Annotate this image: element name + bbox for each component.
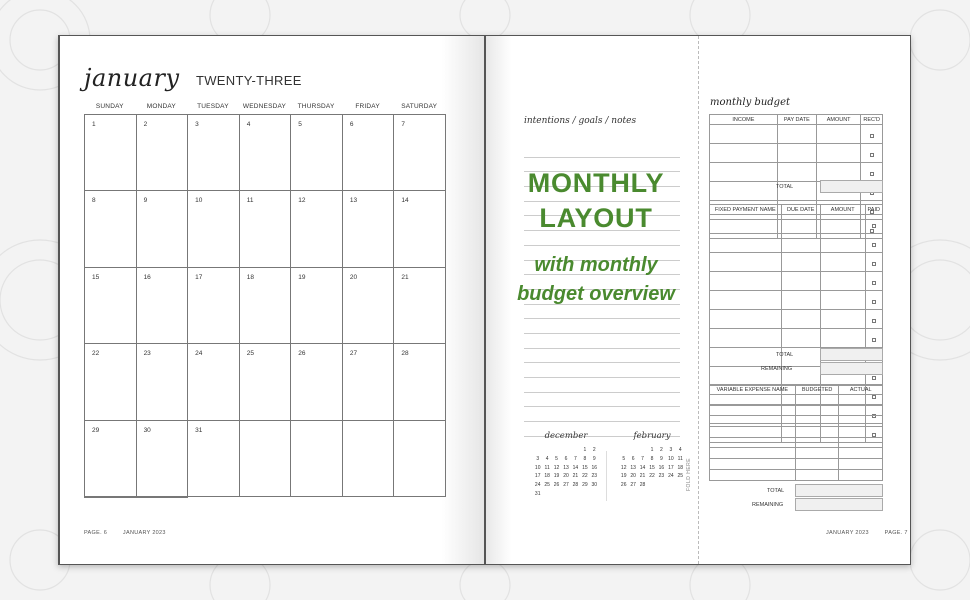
variable-remaining-box[interactable] (795, 498, 883, 511)
day-number: 25 (246, 350, 254, 358)
weekday-label: SATURDAY (401, 103, 438, 110)
table-cell[interactable] (710, 437, 796, 448)
table-cell[interactable] (839, 448, 883, 459)
mini-day: 11 (677, 455, 683, 462)
mini-calendar-february (619, 431, 685, 488)
variable-remaining-label: REMAINING (752, 502, 784, 508)
table-cell[interactable] (795, 469, 839, 480)
mini-day: 28 (572, 482, 579, 489)
day-number: 29 (92, 426, 100, 434)
table-cell[interactable] (710, 459, 796, 470)
checkbox-cell[interactable] (865, 234, 882, 253)
table-cell[interactable] (710, 234, 782, 253)
mini-day: 22 (582, 473, 588, 480)
table-cell[interactable] (795, 395, 839, 406)
table-cell[interactable] (820, 234, 865, 253)
day-number: 18 (246, 273, 254, 281)
checkbox[interactable] (870, 134, 874, 138)
note-line[interactable] (524, 349, 680, 364)
table-cell[interactable] (710, 144, 778, 163)
weekday-header-row (84, 103, 445, 110)
weekday-label: WEDNESDAY (242, 103, 287, 110)
mini-day (542, 447, 551, 453)
checkbox[interactable] (872, 300, 876, 304)
mini-day: 3 (669, 447, 673, 453)
mini-day: 26 (553, 482, 560, 489)
table-cell[interactable] (839, 416, 883, 427)
mini-day: 4 (678, 447, 682, 453)
variable-total-label: TOTAL (767, 488, 785, 494)
mini-day: 24 (534, 482, 541, 489)
mini-day: 31 (534, 490, 541, 497)
calendar-day-cell[interactable] (240, 115, 292, 191)
day-number: 23 (143, 350, 151, 358)
mini-day: 19 (553, 473, 560, 480)
day-number: 21 (401, 273, 409, 281)
mini-day: 5 (555, 455, 558, 462)
mini-day: 27 (630, 482, 636, 489)
calendar-day-cell[interactable] (291, 268, 343, 344)
mini-day: 27 (563, 482, 569, 489)
calendar-day-cell[interactable] (188, 191, 240, 267)
table-cell[interactable] (710, 215, 782, 234)
calendar-day-cell[interactable] (291, 421, 343, 497)
mini-day (533, 447, 542, 453)
calendar-day-cell[interactable] (85, 421, 137, 497)
calendar-day-cell[interactable] (394, 115, 446, 191)
right-page-number: PAGE. 7 (884, 530, 908, 536)
day-number: 3 (195, 121, 199, 128)
mini-day (571, 447, 580, 453)
table-cell[interactable] (781, 291, 820, 310)
subheadline-line-2: budget overview (517, 283, 675, 305)
month-calendar-grid (84, 114, 446, 498)
day-number: 26 (298, 350, 306, 358)
mini-day: 2 (592, 447, 596, 453)
income-total-box[interactable] (820, 180, 883, 193)
table-row (710, 448, 883, 459)
mini-calendar-divider (606, 451, 607, 501)
mini-day: 29 (582, 482, 588, 489)
table-cell[interactable] (777, 163, 816, 182)
day-number: 15 (92, 273, 100, 281)
calendar-day-cell[interactable] (137, 344, 189, 420)
mini-calendar-grid (533, 447, 599, 497)
column-header: BUDGETED (795, 385, 839, 395)
fold-line (698, 36, 699, 564)
calendar-day-cell[interactable] (291, 115, 343, 191)
mini-day: 30 (591, 482, 598, 489)
left-page-number: PAGE. 6 (84, 530, 108, 536)
mini-day: 20 (630, 473, 636, 480)
checkbox[interactable] (872, 281, 876, 285)
column-header: INCOME (710, 115, 778, 125)
weekday-label: FRIDAY (355, 103, 380, 110)
day-number: 24 (195, 350, 203, 358)
checkbox-cell[interactable] (865, 215, 882, 234)
calendar-day-cell[interactable] (240, 268, 292, 344)
table-cell[interactable] (710, 163, 778, 182)
weekday-label: MONDAY (146, 103, 176, 110)
day-number: 12 (298, 197, 306, 205)
fold-label: FOLD HERE (686, 457, 692, 491)
mini-day: 13 (630, 464, 636, 471)
calendar-day-cell[interactable] (394, 191, 446, 267)
checkbox-cell[interactable] (865, 253, 882, 272)
checkbox-cell[interactable] (861, 163, 883, 182)
fixed-remaining-label: REMAINING (761, 366, 793, 372)
table-cell[interactable] (781, 215, 820, 234)
table-cell[interactable] (816, 144, 860, 163)
table-cell[interactable] (710, 348, 782, 367)
table-cell[interactable] (795, 405, 839, 416)
mini-day: 8 (650, 455, 654, 462)
mini-day (619, 447, 628, 453)
table-cell[interactable] (816, 163, 860, 182)
month-year: TWENTY-THREE (196, 73, 302, 88)
table-cell[interactable] (820, 310, 865, 329)
mini-day: 17 (534, 473, 541, 480)
table-cell[interactable] (839, 427, 883, 438)
headline-line-1: MONTHLY (527, 168, 665, 198)
note-line[interactable] (524, 378, 680, 393)
table-row (710, 459, 883, 470)
table-cell[interactable] (781, 310, 820, 329)
mini-day: 7 (641, 455, 644, 462)
day-number: 5 (298, 121, 302, 128)
table-row (710, 310, 883, 329)
table-row (710, 163, 883, 182)
day-number: 7 (401, 121, 406, 128)
day-number: 2 (143, 121, 148, 128)
table-cell[interactable] (710, 125, 778, 144)
day-number: 28 (401, 350, 409, 358)
mini-day: 18 (544, 473, 550, 480)
day-number: 16 (143, 273, 151, 281)
table-cell[interactable] (839, 405, 883, 416)
table-cell[interactable] (710, 427, 796, 438)
calendar-day-cell[interactable] (343, 191, 395, 267)
mini-day: 13 (563, 464, 569, 471)
table-cell[interactable] (710, 329, 782, 348)
fixed-remaining-box[interactable] (820, 362, 883, 375)
mini-day: 25 (677, 473, 684, 480)
calendar-day-cell[interactable] (85, 191, 137, 267)
column-header: REC'D (861, 115, 883, 125)
note-line[interactable] (524, 393, 680, 408)
table-cell[interactable] (820, 272, 865, 291)
checkbox-cell[interactable] (861, 144, 883, 163)
checkbox[interactable] (872, 262, 876, 266)
table-row (710, 215, 883, 234)
table-row (710, 234, 883, 253)
table-cell[interactable] (839, 395, 883, 406)
checkbox[interactable] (872, 319, 876, 323)
headline-overlay (504, 166, 688, 305)
table-cell[interactable] (795, 416, 839, 427)
mini-day: 12 (553, 464, 560, 471)
day-number: 19 (298, 273, 306, 281)
calendar-day-cell[interactable] (188, 421, 240, 497)
calendar-day-cell[interactable] (137, 497, 189, 498)
calendar-day-cell[interactable] (240, 421, 292, 497)
mini-calendar-grid (619, 447, 685, 488)
checkbox-cell[interactable] (865, 291, 882, 310)
variable-total-box[interactable] (795, 484, 883, 497)
checkbox-cell[interactable] (865, 272, 882, 291)
income-total-label: TOTAL (776, 184, 794, 190)
mini-day: 14 (639, 464, 646, 471)
column-header: VARIABLE EXPENSE NAME (710, 385, 796, 395)
budget-title: monthly budget (710, 97, 791, 108)
weekday-label: TUESDAY (197, 103, 229, 110)
table-cell[interactable] (710, 395, 796, 406)
mini-calendar-title: december (544, 431, 588, 441)
table-cell[interactable] (710, 310, 782, 329)
table-cell[interactable] (710, 291, 782, 310)
mini-calendar-december (533, 431, 599, 497)
table-cell[interactable] (820, 253, 865, 272)
mini-day: 21 (572, 473, 579, 480)
calendar-day-cell[interactable] (343, 344, 395, 420)
fixed-total-label: TOTAL (776, 352, 794, 358)
mini-day: 16 (658, 464, 665, 471)
table-cell[interactable] (781, 234, 820, 253)
note-line[interactable] (524, 143, 680, 158)
day-number: 17 (195, 273, 203, 281)
table-cell[interactable] (839, 437, 883, 448)
column-header: DUE DATE (781, 205, 820, 215)
column-header: ACTUAL (839, 385, 883, 395)
calendar-day-cell[interactable] (188, 268, 240, 344)
variable-expense-table (709, 384, 883, 481)
calendar-day-cell[interactable] (240, 344, 292, 420)
checkbox[interactable] (870, 172, 874, 176)
table-cell[interactable] (795, 459, 839, 470)
table-cell[interactable] (795, 427, 839, 438)
mini-day: 8 (583, 455, 587, 462)
calendar-day-cell[interactable] (188, 344, 240, 420)
table-cell[interactable] (820, 329, 865, 348)
checkbox-cell[interactable] (861, 125, 883, 144)
table-cell[interactable] (816, 125, 860, 144)
table-cell[interactable] (820, 291, 865, 310)
note-line[interactable] (524, 363, 680, 378)
calendar-day-cell[interactable] (394, 344, 446, 420)
mini-day: 21 (639, 473, 646, 480)
calendar-day-cell[interactable] (85, 497, 137, 498)
calendar-day-cell[interactable] (137, 421, 189, 497)
table-row (710, 395, 883, 406)
calendar-day-cell[interactable] (343, 268, 395, 344)
mini-day: 9 (660, 455, 663, 462)
mini-day: 9 (592, 455, 596, 462)
table-row (710, 291, 883, 310)
calendar-day-cell[interactable] (137, 115, 189, 191)
table-row (710, 329, 883, 348)
mini-day: 16 (591, 464, 598, 471)
mini-day: 2 (660, 447, 663, 453)
table-row (710, 253, 883, 272)
checkbox[interactable] (872, 224, 876, 228)
calendar-day-cell[interactable] (343, 421, 395, 497)
calendar-day-cell[interactable] (291, 344, 343, 420)
headline-line-2: LAYOUT (539, 203, 653, 233)
mini-day (638, 447, 647, 453)
note-line[interactable] (524, 319, 680, 334)
mini-day: 1 (583, 447, 587, 453)
day-number: 31 (195, 426, 203, 434)
mini-day: 19 (620, 473, 627, 480)
left-page-footer (84, 530, 180, 536)
calendar-day-cell[interactable] (240, 191, 292, 267)
mini-day: 10 (668, 455, 674, 462)
table-cell[interactable] (710, 405, 796, 416)
table-cell[interactable] (781, 272, 820, 291)
calendar-day-cell[interactable] (85, 268, 137, 344)
table-cell[interactable] (820, 215, 865, 234)
note-line[interactable] (524, 334, 680, 349)
table-cell[interactable] (710, 272, 782, 291)
table-cell[interactable] (710, 469, 796, 480)
table-cell[interactable] (777, 125, 816, 144)
mini-day: 20 (563, 473, 569, 480)
checkbox-cell[interactable] (865, 310, 882, 329)
mini-day: 15 (649, 464, 655, 471)
calendar-day-cell[interactable] (85, 344, 137, 420)
mini-day: 7 (574, 455, 577, 462)
checkbox-cell[interactable] (865, 329, 882, 348)
mini-day: 14 (572, 464, 579, 471)
mini-day (561, 447, 570, 453)
calendar-day-cell[interactable] (137, 191, 189, 267)
mini-day: 26 (620, 482, 627, 489)
left-page-month-label: JANUARY 2023 (122, 530, 166, 536)
table-row (710, 416, 883, 427)
weekday-label: THURSDAY (297, 103, 335, 110)
day-number: 13 (349, 197, 358, 205)
intentions-title: intentions / goals / notes (524, 116, 637, 126)
day-number: 27 (349, 350, 358, 358)
day-number: 30 (143, 426, 151, 434)
mini-day: 12 (620, 464, 627, 471)
right-page-month-label: JANUARY 2023 (826, 530, 869, 536)
checkbox[interactable] (872, 338, 876, 342)
table-cell[interactable] (781, 329, 820, 348)
table-cell[interactable] (710, 182, 778, 201)
table-cell[interactable] (710, 416, 796, 427)
fixed-total-box[interactable] (820, 348, 883, 361)
day-number: 22 (92, 350, 100, 358)
mini-day: 28 (639, 482, 646, 489)
mini-day: 11 (544, 464, 550, 471)
mini-day (552, 447, 561, 453)
mini-day: 4 (545, 455, 549, 462)
calendar-page (60, 36, 484, 564)
table-cell[interactable] (781, 253, 820, 272)
calendar-day-cell[interactable] (188, 115, 240, 191)
day-number: 9 (143, 197, 148, 205)
table-row (710, 272, 883, 291)
table-cell[interactable] (839, 459, 883, 470)
mini-day: 10 (534, 464, 541, 471)
mini-day: 1 (650, 447, 654, 453)
calendar-day-cell[interactable] (137, 268, 189, 344)
mini-day: 22 (649, 473, 655, 480)
day-number: 11 (246, 197, 254, 205)
mini-day: 23 (591, 473, 598, 480)
day-number: 1 (92, 121, 96, 128)
column-header: FIXED PAYMENT NAME (710, 205, 782, 215)
calendar-day-cell[interactable] (291, 191, 343, 267)
column-header: PAY DATE (777, 115, 816, 125)
table-cell[interactable] (710, 253, 782, 272)
mini-day: 24 (668, 473, 674, 480)
mini-day: 17 (668, 464, 674, 471)
weekday-label: SUNDAY (95, 103, 124, 110)
note-line[interactable] (524, 407, 680, 422)
day-number: 14 (401, 197, 409, 205)
subheadline (504, 251, 688, 309)
right-page-footer (826, 530, 908, 536)
day-number: 8 (92, 197, 96, 205)
mini-day: 5 (622, 455, 626, 462)
table-cell[interactable] (839, 469, 883, 480)
column-header: AMOUNT (820, 205, 865, 215)
table-cell[interactable] (710, 448, 796, 459)
mini-calendar-title: february (633, 431, 671, 441)
checkbox[interactable] (872, 376, 876, 380)
subheadline-line-1: with monthly (534, 254, 658, 276)
table-row (710, 469, 883, 480)
table-row (710, 125, 883, 144)
month-title: january (84, 64, 180, 92)
column-header: PAID (865, 205, 882, 215)
notes-budget-page (486, 36, 910, 564)
checkbox[interactable] (870, 153, 874, 157)
calendar-day-cell[interactable] (85, 115, 137, 191)
table-cell[interactable] (795, 448, 839, 459)
mini-day: 25 (544, 482, 550, 489)
column-header: AMOUNT (816, 115, 860, 125)
mini-day: 3 (536, 455, 540, 462)
table-row (710, 405, 883, 416)
checkbox[interactable] (872, 243, 876, 247)
calendar-day-cell[interactable] (394, 421, 446, 497)
table-row (710, 427, 883, 438)
mini-day (628, 447, 637, 453)
day-number: 20 (349, 273, 358, 281)
calendar-day-cell[interactable] (394, 268, 446, 344)
mini-day: 15 (582, 464, 588, 471)
mini-day: 18 (677, 464, 684, 471)
day-number: 4 (246, 121, 251, 128)
table-cell[interactable] (795, 437, 839, 448)
calendar-day-cell[interactable] (343, 115, 395, 191)
table-cell[interactable] (777, 144, 816, 163)
day-number: 6 (349, 121, 354, 128)
mini-day: 6 (564, 455, 568, 462)
table-row (710, 144, 883, 163)
mini-day: 23 (658, 473, 665, 480)
day-number: 10 (195, 197, 203, 205)
mini-day: 6 (631, 455, 635, 462)
table-row (710, 437, 883, 448)
